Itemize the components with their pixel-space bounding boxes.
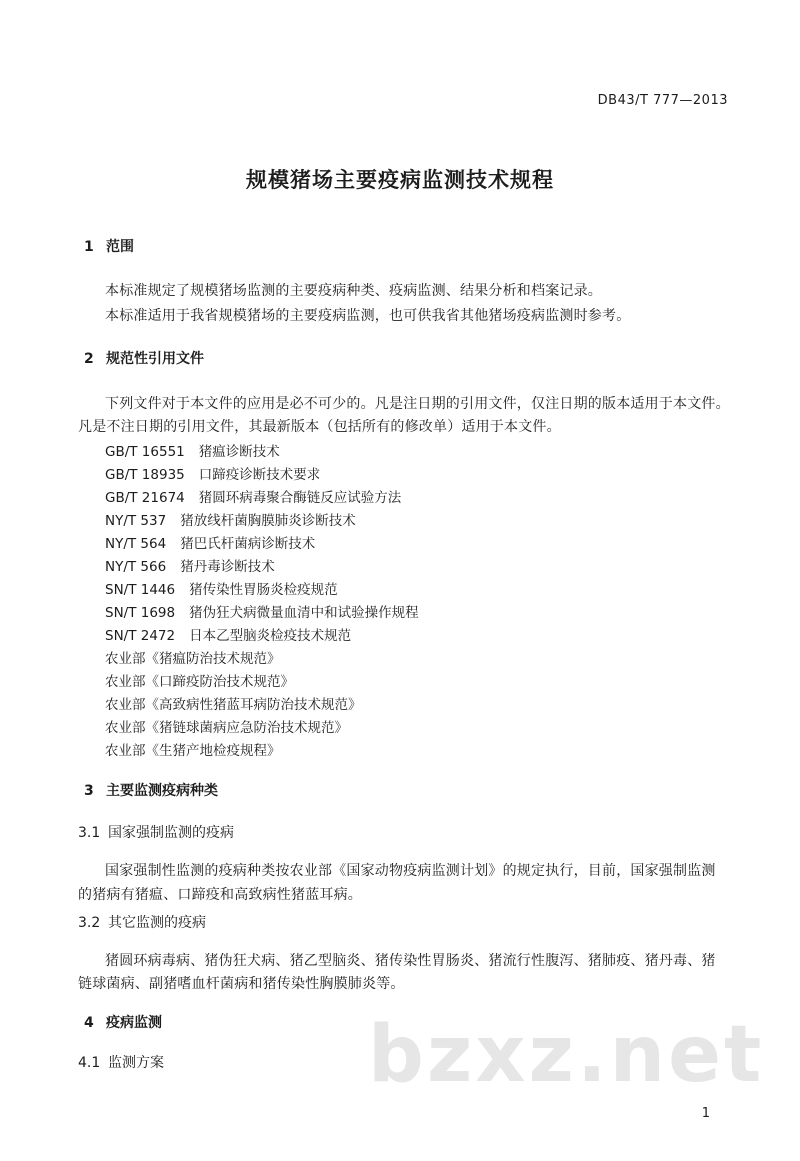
reference-item bbox=[105, 486, 401, 506]
reference-name: 猪瘟诊断技术 bbox=[198, 444, 280, 460]
paragraph: 下列文件对于本文件的应用是必不可少的。凡是注日期的引用文件，仅注日期的版本适用于本文件。 bbox=[105, 396, 730, 412]
section-number: 1 bbox=[84, 239, 94, 255]
subsection-number: 4.1 bbox=[78, 1055, 101, 1071]
paragraph: 链球菌病、副猪嗜血杆菌病和猪传染性胸膜肺炎等。 bbox=[78, 976, 405, 992]
section-number: 3 bbox=[84, 783, 94, 799]
section-title: 主要监测疫病种类 bbox=[106, 783, 218, 799]
paragraph: 凡是不注日期的引用文件，其最新版本（包括所有的修改单）适用于本文件。 bbox=[78, 419, 561, 435]
paragraph: 本标准适用于我省规模猪场的主要疫病监测，也可供我省其他猪场疫病监测时参考。 bbox=[105, 308, 631, 324]
section-1-heading bbox=[84, 236, 134, 256]
reference-name: 猪传染性胃肠炎检疫规范 bbox=[189, 582, 338, 598]
reference-name: 农业部《高致病性猪蓝耳病防治技术规范》 bbox=[105, 697, 362, 713]
section-title: 疫病监测 bbox=[106, 1015, 162, 1031]
section-title: 范围 bbox=[106, 239, 134, 255]
section-3-heading bbox=[84, 780, 218, 800]
reference-item bbox=[105, 716, 348, 736]
subsection-number: 3.2 bbox=[78, 915, 101, 931]
standard-number: DB43/T 777—2013 bbox=[597, 93, 728, 108]
paragraph: 猪圆环病毒病、猪伪狂犬病、猪乙型脑炎、猪传染性胃肠炎、猪流行性腹泻、猪肺疫、猪丹毒、猪 bbox=[105, 953, 716, 969]
reference-code: SN/T 1698 bbox=[105, 605, 176, 621]
section-4-heading bbox=[84, 1012, 162, 1032]
reference-name: 猪丹毒诊断技术 bbox=[180, 559, 275, 575]
reference-code: NY/T 566 bbox=[105, 559, 167, 575]
reference-name: 猪伪狂犬病微量血清中和试验操作规程 bbox=[189, 605, 419, 621]
reference-name: 猪圆环病毒聚合酶链反应试验方法 bbox=[198, 490, 402, 506]
page-number: 1 bbox=[701, 1106, 710, 1121]
subsection-3-2-heading bbox=[78, 912, 206, 932]
subsection-title: 监测方案 bbox=[108, 1055, 164, 1071]
reference-item bbox=[105, 509, 356, 529]
reference-code: NY/T 537 bbox=[105, 513, 167, 529]
reference-item bbox=[105, 532, 315, 552]
reference-item bbox=[105, 463, 320, 483]
reference-item bbox=[105, 693, 362, 713]
watermark: bzxz.net bbox=[368, 1010, 765, 1100]
reference-code: SN/T 2472 bbox=[105, 628, 176, 644]
reference-name: 口蹄疫诊断技术要求 bbox=[198, 467, 321, 483]
reference-item bbox=[105, 739, 281, 759]
subsection-4-1-heading bbox=[78, 1052, 164, 1072]
reference-item bbox=[105, 555, 275, 575]
reference-item bbox=[105, 601, 419, 621]
section-number: 2 bbox=[84, 351, 94, 367]
reference-name: 农业部《猪链球菌病应急防治技术规范》 bbox=[105, 720, 348, 736]
reference-item bbox=[105, 578, 338, 598]
subsection-title: 国家强制监测的疫病 bbox=[108, 825, 234, 841]
paragraph: 本标准规定了规模猪场监测的主要疫病种类、疫病监测、结果分析和档案记录。 bbox=[105, 283, 602, 299]
reference-code: NY/T 564 bbox=[105, 536, 167, 552]
reference-item bbox=[105, 624, 351, 644]
reference-item bbox=[105, 670, 294, 690]
document-title: 规模猪场主要疫病监测技术规程 bbox=[246, 168, 554, 192]
subsection-3-1-heading bbox=[78, 822, 234, 842]
section-2-heading bbox=[84, 348, 204, 368]
reference-code: GB/T 18935 bbox=[105, 467, 185, 483]
reference-code: GB/T 16551 bbox=[105, 444, 185, 460]
reference-code: GB/T 21674 bbox=[105, 490, 185, 506]
reference-item bbox=[105, 647, 281, 667]
paragraph: 国家强制性监测的疫病种类按农业部《国家动物疫病监测计划》的规定执行，目前，国家强制监测 bbox=[105, 863, 716, 879]
reference-name: 农业部《生猪产地检疫规程》 bbox=[105, 743, 281, 759]
reference-name: 农业部《口蹄疫防治技术规范》 bbox=[105, 674, 294, 690]
subsection-number: 3.1 bbox=[78, 825, 101, 841]
section-number: 4 bbox=[84, 1015, 94, 1031]
reference-code: SN/T 1446 bbox=[105, 582, 176, 598]
section-title: 规范性引用文件 bbox=[106, 351, 204, 367]
reference-name: 猪放线杆菌胸膜肺炎诊断技术 bbox=[180, 513, 356, 529]
reference-item bbox=[105, 440, 280, 460]
subsection-title: 其它监测的疫病 bbox=[108, 915, 206, 931]
reference-name: 猪巴氏杆菌病诊断技术 bbox=[180, 536, 316, 552]
reference-name: 日本乙型脑炎检疫技术规范 bbox=[189, 628, 352, 644]
paragraph: 的猪病有猪瘟、口蹄疫和高致病性猪蓝耳病。 bbox=[78, 887, 362, 903]
reference-name: 农业部《猪瘟防治技术规范》 bbox=[105, 651, 281, 667]
